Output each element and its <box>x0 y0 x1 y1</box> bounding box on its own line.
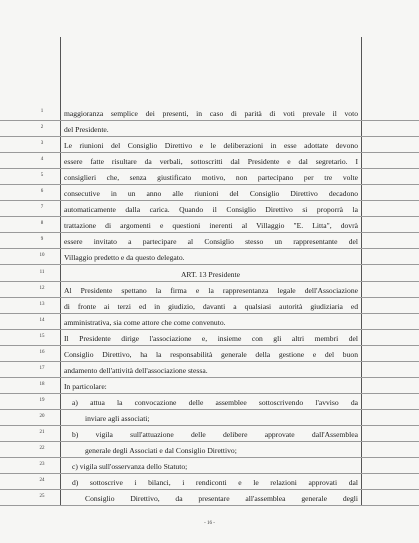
line-number: 12 <box>39 285 45 291</box>
line-text: consiglieri che, senza giustificato motivo, non partecipano per tre volte <box>64 173 358 183</box>
line-text: andamento dell'attività dell'associazione stessa. <box>64 365 208 375</box>
line-text: d) sottoscrive i bilanci, i rendiconti e le relazioni approvati dal <box>72 478 358 488</box>
line-text: In particolare: <box>64 381 107 391</box>
document-line <box>0 184 419 201</box>
line-number: 6 <box>40 189 44 195</box>
document-line <box>0 168 419 185</box>
line-number: 23 <box>39 462 45 468</box>
line-text: di fronte ai terzi ed in giudizio, davanti a qualsiasi autorità giudiziaria ed <box>64 301 358 311</box>
document-line <box>0 473 419 490</box>
line-number: 2 <box>40 125 44 131</box>
line-number: 9 <box>40 237 44 243</box>
document-line <box>0 232 419 249</box>
line-text: Consiglio Direttivo, da presentare all'assemblea generale degli <box>85 494 358 504</box>
line-text: Consiglio Direttivo, ha la responsabilità generale della gestione e del buon <box>64 349 358 359</box>
line-number: 1 <box>40 109 44 114</box>
document-line <box>0 329 419 346</box>
document-line <box>0 409 419 426</box>
line-number: 25 <box>39 494 45 500</box>
line-number: 17 <box>39 365 45 371</box>
line-number: 22 <box>39 446 45 452</box>
line-text: b) vigila sull'attuazione delle delibere approvate dall'Assemblea <box>72 430 358 439</box>
line-text: Le riunioni del Consiglio Direttivo e le deliberazioni in esse adottate devono <box>64 141 358 151</box>
line-number: 14 <box>39 317 45 323</box>
line-text: consecutive in un anno alle riunioni del Consiglio Direttivo decadono <box>64 189 358 199</box>
document-line <box>0 425 419 442</box>
line-text: automaticamente dalla carica. Quando il Consiglio Direttivo si proporrà la <box>64 205 358 215</box>
document-line <box>0 457 419 474</box>
line-number: 18 <box>39 381 45 387</box>
line-text: inviare agli associati; <box>85 413 150 423</box>
document-line <box>0 265 419 282</box>
line-number: 20 <box>39 413 45 419</box>
line-number: 16 <box>39 349 45 355</box>
line-text: essere fatte risultare da verbali, sottoscritti dal Presidente e dal segretario. I <box>64 157 358 167</box>
document-line <box>0 104 419 121</box>
line-number: 21 <box>39 430 45 435</box>
line-number: 8 <box>40 221 44 227</box>
document-line <box>0 297 419 314</box>
document-line <box>0 361 419 378</box>
line-number: 4 <box>40 157 44 163</box>
document-line <box>0 152 419 169</box>
line-text: trattazione di argomenti e questioni inerenti al Villaggio "E. Litta", dovrà <box>64 221 358 231</box>
line-text: generale degli Associati e dal Consiglio Direttivo; <box>85 446 237 456</box>
document-line <box>0 216 419 233</box>
document-line <box>0 489 419 506</box>
line-number: 19 <box>39 397 45 403</box>
line-number: 3 <box>40 141 44 147</box>
line-text: a) attua la convocazione delle assemblee sottoscrivendo l'avviso da <box>72 397 358 407</box>
document-line <box>0 200 419 217</box>
document-line <box>0 377 419 394</box>
document-line <box>0 120 419 137</box>
document-line <box>0 345 419 362</box>
document-line <box>0 248 419 265</box>
document-line <box>0 281 419 298</box>
line-number: 13 <box>39 301 45 307</box>
line-number: 15 <box>39 333 45 339</box>
line-text: c) vigila sull'osservanza dello Statuto; <box>72 462 188 472</box>
line-number: 10 <box>39 253 45 259</box>
line-text: ART. 13 Presidente <box>180 269 241 279</box>
document-line <box>0 136 419 153</box>
page-number: - 16 - <box>204 521 215 526</box>
line-text: Villaggio predetto e da questo delegato. <box>64 253 185 263</box>
document-line <box>0 313 419 330</box>
line-text: essere invitato a partecipare al Consiglio stesso un rappresentante del <box>64 237 358 247</box>
line-text: amministrativa, sia come attore che come convenuto. <box>64 317 226 327</box>
line-number: 5 <box>40 173 44 179</box>
line-text: del Presidente. <box>64 125 109 135</box>
line-text: Il Presidente dirige l'associazione e, insieme con gli altri membri del <box>64 333 358 343</box>
document-line <box>0 393 419 410</box>
line-number: 11 <box>39 269 45 275</box>
line-number: 7 <box>40 205 44 211</box>
document-line <box>0 441 419 458</box>
line-number: 24 <box>39 478 45 484</box>
line-text: maggioranza semplice dei presenti, in caso di parità di voti prevale il voto <box>64 109 358 118</box>
line-text: Al Presidente spettano la firma e la rappresentanza legale dell'Associazione <box>64 285 358 295</box>
